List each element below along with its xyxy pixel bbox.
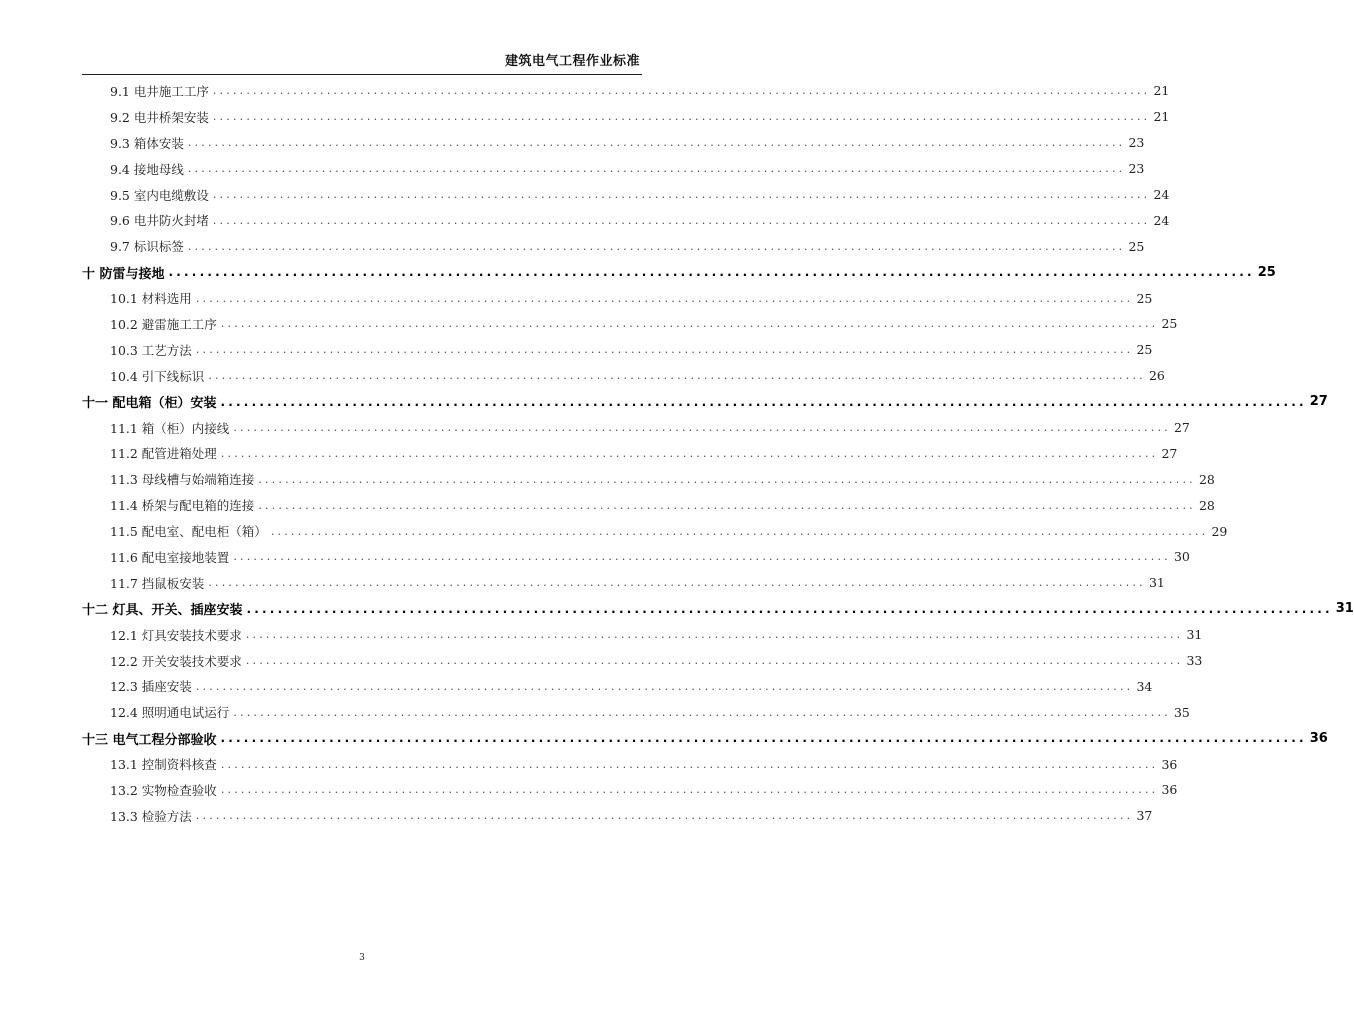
toc-section-entry[interactable] [82,466,1215,492]
toc-entry-label: 十二 灯具、开关、插座安装 [82,603,243,619]
toc-section-entry[interactable] [82,104,1170,130]
toc-dot-leader: ............................................................................................................................................ [258,472,1196,486]
toc-entry-label: 9.4 接地母线 [110,161,184,177]
toc-entry-label: 13.3 检验方法 [110,808,192,824]
toc-entry-label: 9.6 电井防火封堵 [110,213,209,229]
toc-dot-leader: ............................................................................................................................................ [212,213,1151,227]
toc-entry-page: 26 [1148,368,1165,384]
toc-entry-page: 31 [1335,601,1354,617]
toc-dot-leader: ............................................................................................................................................ [168,265,1255,280]
toc-entry-label: 11.6 配电室接地装置 [110,549,230,565]
toc-entry-page: 23 [1128,161,1145,177]
toc-chapter-entry[interactable] [82,725,1328,751]
toc-dot-leader: ............................................................................................................................................ [233,421,1171,435]
toc-dot-leader: ............................................................................................................................................ [270,524,1209,538]
toc-section-entry[interactable] [82,440,1178,466]
header-divider [82,74,642,75]
toc-dot-leader: ............................................................................................................................................ [212,188,1151,201]
toc-dot-leader: ............................................................................................................................................ [245,654,1184,668]
toc-chapter-entry[interactable] [82,596,1354,622]
toc-chapter-entry[interactable] [82,389,1328,415]
toc-entry-page: 24 [1153,187,1170,202]
toc-entry-page: 34 [1136,678,1153,694]
toc-entry-label: 13.1 控制资料核查 [110,757,217,773]
toc-entry-label: 11.1 箱（柜）内接线 [110,420,230,436]
toc-entry-label: 9.1 电井施工工序 [110,83,209,99]
toc-dot-leader: ............................................................................................................................................ [258,498,1196,512]
toc-entry-label: 十三 电气工程分部验收 [82,732,217,748]
toc-entry-page: 36 [1161,782,1178,798]
toc-entry-page: 25 [1128,238,1145,254]
toc-section-entry[interactable] [82,415,1190,441]
toc-section-entry[interactable] [82,777,1178,803]
toc-dot-leader: ............................................................................................................................................ [195,809,1134,823]
page-number: 3 [359,953,365,963]
toc-entry-page: 25 [1136,342,1153,358]
toc-chapter-entry[interactable] [82,259,1276,285]
toc-dot-leader: ............................................................................................................................................ [220,757,1159,771]
toc-dot-leader: ............................................................................................................................................ [195,343,1134,357]
toc-section-entry[interactable] [82,207,1170,233]
toc-entry-page: 28 [1198,497,1215,513]
toc-entry-label: 9.3 箱体安装 [110,135,184,151]
toc-dot-leader: ............................................................................................................................................ [195,291,1134,305]
toc-entry-label: 十 防雷与接地 [82,266,165,282]
toc-dot-leader: ............................................................................................................................................ [220,783,1159,797]
toc-section-entry[interactable] [82,648,1203,674]
toc-section-entry[interactable] [82,673,1153,699]
toc-entry-label: 11.4 桥架与配电箱的连接 [110,498,255,514]
toc-entry-page: 25 [1257,264,1276,280]
toc-entry-label: 10.3 工艺方法 [110,342,192,358]
toc-entry-label: 10.2 避雷施工工序 [110,316,217,332]
toc-dot-leader: ............................................................................................................................................ [233,550,1171,564]
toc-section-entry[interactable] [82,337,1153,363]
toc-entry-label: 10.1 材料选用 [110,291,192,307]
toc-entry-page: 36 [1161,756,1178,772]
toc-dot-leader: ............................................................................................................................................ [220,394,1307,409]
toc-entry-page: 21 [1153,83,1170,99]
toc-dot-leader: ............................................................................................................................................ [187,239,1126,253]
toc-dot-leader: ............................................................................................................................................ [220,731,1307,746]
toc-entry-page: 27 [1161,445,1178,461]
toc-entry-page: 25 [1161,316,1178,332]
toc-entry-label: 9.2 电井桥架安装 [110,109,209,125]
toc-section-entry[interactable] [82,518,1228,544]
toc-entry-label: 13.2 实物检查验收 [110,782,217,798]
toc-entry-label: 11.7 挡鼠板安装 [110,575,205,591]
toc-entry-page: 25 [1136,290,1153,306]
toc-entry-label: 10.4 引下线标识 [110,368,205,384]
toc-entry-label: 12.3 插座安装 [110,679,192,695]
toc-dot-leader: ............................................................................................................................................ [187,162,1126,176]
toc-entry-page: 23 [1128,135,1145,151]
toc-entry-page: 31 [1148,575,1165,591]
toc-entry-page: 33 [1186,653,1203,669]
toc-section-entry[interactable] [82,311,1178,337]
toc-dot-leader: ............................................................................................................................................ [233,705,1171,719]
toc-entry-page: 29 [1211,523,1228,539]
toc-entry-label: 11.5 配电室、配电柜（箱） [110,524,267,540]
toc-section-entry[interactable] [82,803,1153,829]
toc-entry-page: 31 [1186,627,1203,643]
toc-dot-leader: ............................................................................................................................................ [246,601,1333,616]
toc-dot-leader: ............................................................................................................................................ [220,446,1159,460]
toc-section-entry[interactable] [82,182,1170,208]
toc-section-entry[interactable] [82,78,1170,104]
toc-dot-leader: ............................................................................................................................................ [245,628,1184,642]
toc-section-entry[interactable] [82,233,1145,259]
toc-section-entry[interactable] [82,156,1145,182]
table-of-contents [82,78,1354,829]
toc-dot-leader: ............................................................................................................................................ [220,317,1159,331]
toc-entry-page: 28 [1198,471,1215,487]
toc-entry-label: 11.2 配管进箱处理 [110,446,217,462]
toc-section-entry[interactable] [82,285,1153,311]
toc-entry-label: 11.3 母线槽与始端箱连接 [110,472,255,488]
toc-entry-label: 十一 配电箱（柜）安装 [82,396,217,412]
toc-dot-leader: ............................................................................................................................................ [212,84,1151,98]
toc-dot-leader: ............................................................................................................................................ [195,679,1134,693]
toc-section-entry[interactable] [82,699,1190,725]
toc-dot-leader: ............................................................................................................................................ [208,576,1146,590]
toc-entry-page: 21 [1153,109,1170,125]
toc-entry-label: 12.1 灯具安装技术要求 [110,627,242,643]
toc-section-entry[interactable] [82,130,1145,156]
toc-section-entry[interactable] [82,492,1215,518]
toc-section-entry[interactable] [82,544,1190,570]
toc-entry-label: 9.5 室内电缆敷设 [110,187,209,203]
toc-entry-page: 35 [1173,704,1190,720]
toc-entry-label: 9.7 标识标签 [110,239,184,255]
toc-section-entry[interactable] [82,570,1165,596]
toc-section-entry[interactable] [82,751,1178,777]
toc-entry-page: 37 [1136,808,1153,824]
toc-entry-page: 27 [1173,420,1190,436]
toc-dot-leader: ............................................................................................................................................ [212,110,1151,124]
toc-section-entry[interactable] [82,622,1203,648]
toc-entry-page: 24 [1153,212,1170,228]
toc-section-entry[interactable] [82,363,1165,389]
toc-dot-leader: ............................................................................................................................................ [208,369,1146,383]
document-title: 建筑电气工程作业标准 [504,54,640,69]
toc-entry-page: 30 [1173,549,1190,565]
toc-dot-leader: ............................................................................................................................................ [187,136,1126,150]
toc-entry-page: 36 [1309,730,1328,746]
toc-entry-label: 12.2 开关安装技术要求 [110,653,242,669]
toc-entry-page: 27 [1309,394,1328,410]
toc-entry-label: 12.4 照明通电试运行 [110,705,230,721]
